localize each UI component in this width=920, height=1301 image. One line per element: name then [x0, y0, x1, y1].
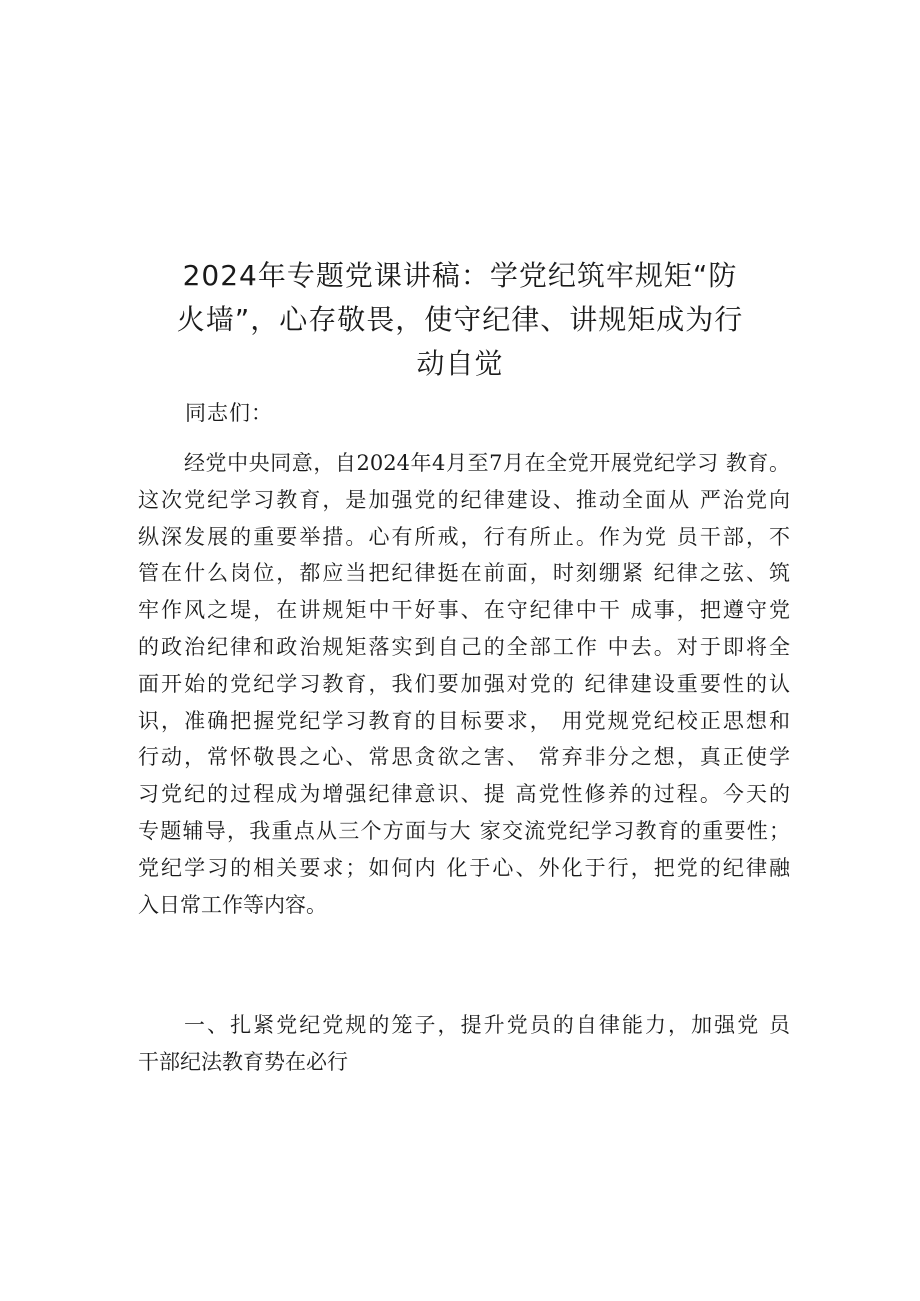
salutation: 同志们：: [185, 401, 273, 425]
paragraph-line: 牢作风之堤，在讲规矩中干好事、在守纪律中干 成事，把遵守党: [138, 598, 790, 623]
paragraph-line: 管在什么岗位，都应当把纪律挺在前面，时刻绷紧 纪律之弦、筑: [138, 561, 790, 586]
paragraph-line: 行动，常怀敬畏之心、常思贪欲之害、 常弃非分之想，真正使学: [138, 745, 790, 770]
section-heading-line: 干部纪法教育势在必行: [138, 1049, 348, 1074]
paragraph-line: 专题辅导，我重点从三个方面与大 家交流党纪学习教育的重要性；: [138, 818, 790, 843]
document-title: [140, 254, 780, 386]
paragraph-line: 面开始的党纪学习教育，我们要加强对党的 纪律建设重要性的认: [138, 671, 790, 696]
paragraph-line: 识，准确把握党纪学习教育的目标要求， 用党规党纪校正思想和: [138, 708, 790, 733]
paragraph-line: 这次党纪学习教育，是加强党的纪律建设、推动全面从 严治党向: [138, 487, 790, 512]
paragraph-line: 的政治纪律和政治规矩落实到自己的全部工作 中去。对于即将全: [138, 634, 790, 659]
title-line: 火墙”，心存敬畏，使守纪律、讲规矩成为行: [176, 303, 744, 336]
paragraph-line: 纵深发展的重要举措。心有所戒，行有所止。作为党 员干部，不: [138, 524, 790, 549]
paragraph-line: 党纪学习的相关要求；如何内 化于心、外化于行，把党的纪律融: [138, 855, 790, 880]
section-heading: [138, 1007, 790, 1081]
title-line: 2024年专题党课讲稿：学党纪筑牢规矩“防: [182, 259, 738, 292]
paragraph-line: 习党纪的过程成为增强纪律意识、提 高党性修养的过程。今天的: [138, 782, 790, 807]
paragraph-line: 经党中央同意，自2024年4月至7月在全党开展党纪学习 教育。: [184, 451, 790, 475]
body-paragraph: [138, 445, 790, 923]
title-line: 动自觉: [416, 347, 504, 380]
paragraph-line: 入日常工作等内容。: [138, 892, 327, 917]
section-heading-line: 一、扎紧党纪党规的笼子，提升党员的自律能力，加强党 员: [184, 1013, 790, 1037]
